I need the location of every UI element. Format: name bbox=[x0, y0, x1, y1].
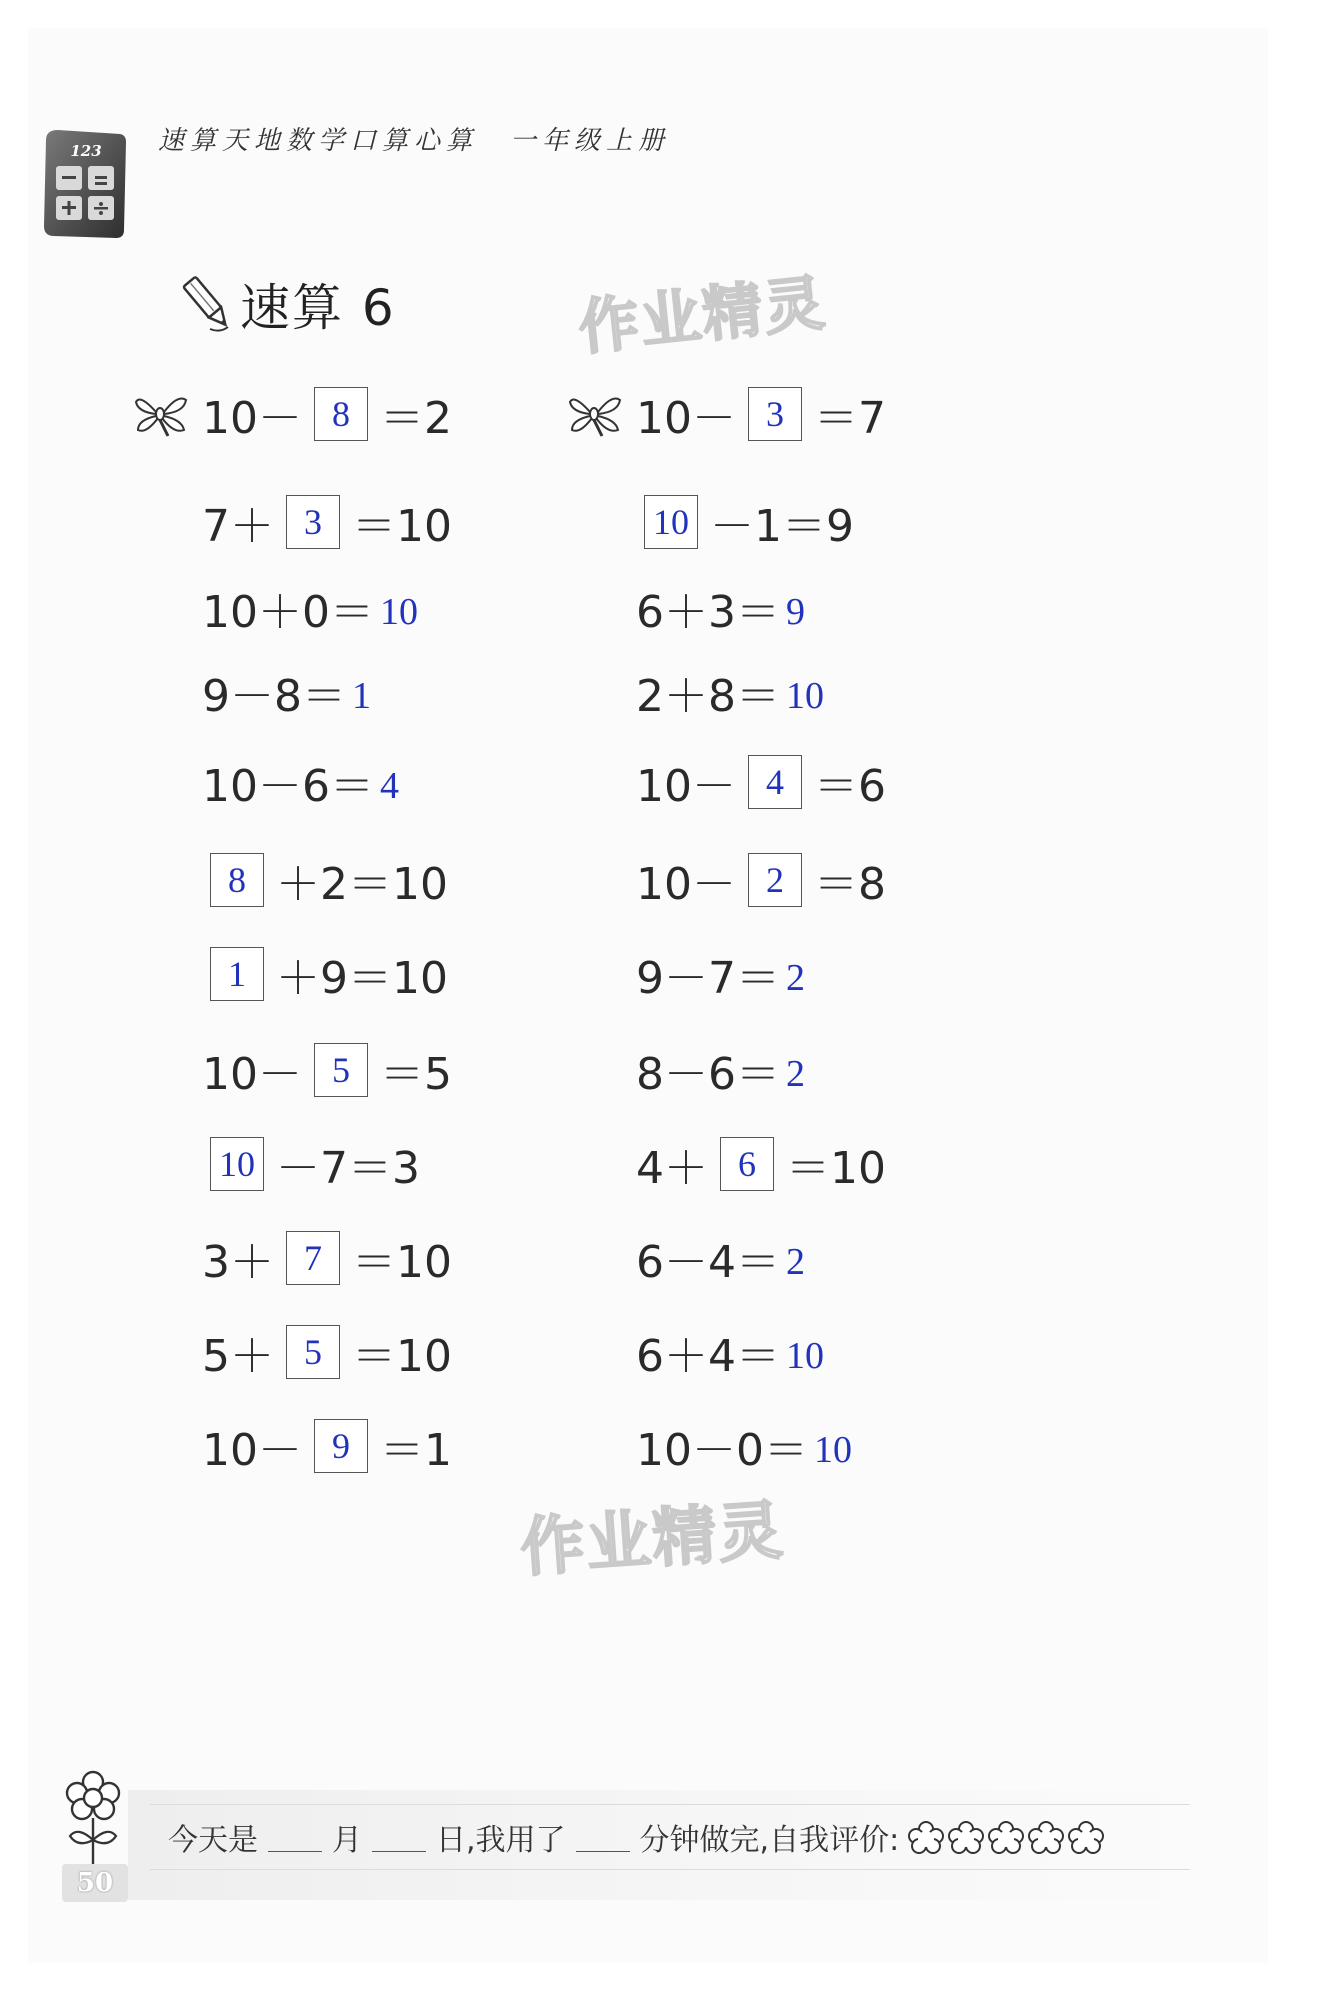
answer-box[interactable]: 9 bbox=[314, 1419, 368, 1473]
day-label: 日,我用了 bbox=[436, 1823, 566, 1858]
handwritten-answer[interactable]: 10 bbox=[379, 591, 418, 633]
equation-text: ＝5 bbox=[380, 1049, 452, 1100]
handwritten-answer[interactable]: 2 bbox=[786, 1053, 805, 1095]
lesson-heading bbox=[180, 268, 396, 340]
equation-text: 10－ bbox=[202, 1049, 302, 1100]
watermark: 作业精灵 bbox=[518, 1493, 787, 1587]
problem-row bbox=[200, 942, 450, 1006]
answer-box[interactable]: 5 bbox=[286, 1325, 340, 1379]
problem-row bbox=[634, 1038, 805, 1102]
lesson-title: 速算 6 bbox=[240, 279, 396, 337]
calculator-book-icon bbox=[40, 126, 128, 240]
day-blank[interactable] bbox=[372, 1823, 426, 1852]
answer-box[interactable]: 8 bbox=[210, 853, 264, 907]
problem-row bbox=[634, 660, 824, 724]
problem-row bbox=[634, 1226, 805, 1290]
problem-row bbox=[634, 750, 888, 814]
equation-text: 9－7＝ bbox=[636, 953, 780, 1004]
problem-row bbox=[200, 1038, 454, 1102]
handwritten-answer[interactable]: 2 bbox=[786, 957, 805, 999]
equation-text: 7＋ bbox=[202, 501, 274, 552]
problem-row bbox=[634, 576, 805, 640]
problem-row bbox=[634, 942, 805, 1006]
today-label: 今天是 bbox=[168, 1823, 258, 1858]
equation-text: ＝1 bbox=[380, 1425, 452, 1476]
answer-box[interactable]: 10 bbox=[210, 1137, 264, 1191]
answer-box[interactable]: 7 bbox=[286, 1231, 340, 1285]
rating-flower-icon[interactable] bbox=[987, 1820, 1025, 1854]
equation-text: 4＋ bbox=[636, 1143, 708, 1194]
answer-box[interactable]: 3 bbox=[748, 387, 802, 441]
equation-text: 3＋ bbox=[202, 1237, 274, 1288]
equation-text: ＝10 bbox=[786, 1143, 886, 1194]
equation-text: －7＝3 bbox=[276, 1143, 420, 1194]
equation-text: ＝10 bbox=[352, 1237, 452, 1288]
problem-row bbox=[200, 490, 454, 554]
problem-row bbox=[634, 1320, 824, 1384]
handwritten-answer[interactable]: 10 bbox=[786, 1335, 824, 1377]
minutes-blank[interactable] bbox=[576, 1823, 630, 1852]
equation-text: 5＋ bbox=[202, 1331, 274, 1382]
watermark: 作业精灵 bbox=[575, 268, 830, 364]
dragonfly-icon bbox=[134, 390, 192, 438]
equation-text: ＋9＝10 bbox=[276, 953, 448, 1004]
handwritten-answer[interactable]: 4 bbox=[379, 765, 399, 807]
self-rating bbox=[907, 1820, 1107, 1854]
rating-flower-icon[interactable] bbox=[1027, 1820, 1065, 1854]
problem-row bbox=[200, 750, 399, 814]
equation-text: ＝10 bbox=[352, 1331, 452, 1382]
equation-text: 9－8＝ bbox=[202, 671, 346, 722]
pencil-icon bbox=[180, 271, 236, 337]
equation-text: ＝6 bbox=[814, 761, 886, 812]
equation-text: －1＝9 bbox=[710, 501, 854, 552]
problem-row bbox=[568, 382, 888, 446]
month-blank[interactable] bbox=[268, 1823, 322, 1852]
equation-text: 10－ bbox=[202, 1425, 302, 1476]
equation-text: 10－ bbox=[636, 859, 736, 910]
answer-box[interactable]: 2 bbox=[748, 853, 802, 907]
handwritten-answer[interactable]: 1 bbox=[352, 675, 371, 717]
problem-row bbox=[634, 1414, 852, 1478]
dragonfly-icon bbox=[568, 390, 626, 438]
equation-text: 10－6＝ bbox=[202, 761, 374, 812]
flower-icon bbox=[64, 1770, 122, 1866]
equation-text: 10－ bbox=[636, 761, 736, 812]
equation-text: 6－4＝ bbox=[636, 1237, 780, 1288]
problem-row bbox=[134, 382, 454, 446]
handwritten-answer[interactable]: 9 bbox=[786, 591, 805, 633]
handwritten-answer[interactable]: 2 bbox=[786, 1241, 805, 1283]
month-label: 月 bbox=[332, 1823, 362, 1858]
problem-row bbox=[200, 1132, 422, 1196]
equation-text: 10－ bbox=[202, 393, 302, 444]
answer-box[interactable]: 6 bbox=[720, 1137, 774, 1191]
problem-row bbox=[634, 490, 856, 554]
rating-flower-icon[interactable] bbox=[907, 1820, 945, 1854]
answer-box[interactable]: 4 bbox=[748, 755, 802, 809]
answer-box[interactable]: 3 bbox=[286, 495, 340, 549]
answer-box[interactable]: 8 bbox=[314, 387, 368, 441]
answer-box[interactable]: 5 bbox=[314, 1043, 368, 1097]
equation-text: ＝10 bbox=[352, 501, 452, 552]
book-title: 速算天地数学口算心算 一年级上册 bbox=[158, 126, 671, 156]
equation-text: 6＋3＝ bbox=[636, 587, 780, 638]
problem-row bbox=[200, 576, 418, 640]
equation-text: ＝2 bbox=[380, 393, 452, 444]
handwritten-answer[interactable]: 10 bbox=[813, 1429, 852, 1471]
rating-flower-icon[interactable] bbox=[1067, 1820, 1105, 1854]
problem-row bbox=[634, 1132, 888, 1196]
page-number: 50 bbox=[62, 1864, 128, 1902]
problem-row bbox=[200, 1414, 454, 1478]
problem-row bbox=[200, 1226, 454, 1290]
handwritten-answer[interactable]: 10 bbox=[786, 675, 824, 717]
equation-text: 10－0＝ bbox=[636, 1425, 808, 1476]
equation-text: 6＋4＝ bbox=[636, 1331, 780, 1382]
minutes-label: 分钟做完,自我评价: bbox=[639, 1823, 900, 1858]
equation-text: 10－ bbox=[636, 393, 736, 444]
equation-text: 8－6＝ bbox=[636, 1049, 780, 1100]
equation-text: ＝7 bbox=[814, 393, 886, 444]
answer-box[interactable]: 10 bbox=[644, 495, 698, 549]
problem-row bbox=[634, 848, 888, 912]
svg-text:123: 123 bbox=[70, 142, 102, 160]
completion-record bbox=[150, 1804, 1190, 1870]
equation-text: ＋2＝10 bbox=[276, 859, 448, 910]
problem-row bbox=[200, 660, 371, 724]
rating-flower-icon[interactable] bbox=[947, 1820, 985, 1854]
problem-row bbox=[200, 1320, 454, 1384]
equation-text: 10＋0＝ bbox=[202, 587, 374, 638]
problem-row bbox=[200, 848, 450, 912]
equation-text: 2＋8＝ bbox=[636, 671, 780, 722]
answer-box[interactable]: 1 bbox=[210, 947, 264, 1001]
equation-text: ＝8 bbox=[814, 859, 886, 910]
